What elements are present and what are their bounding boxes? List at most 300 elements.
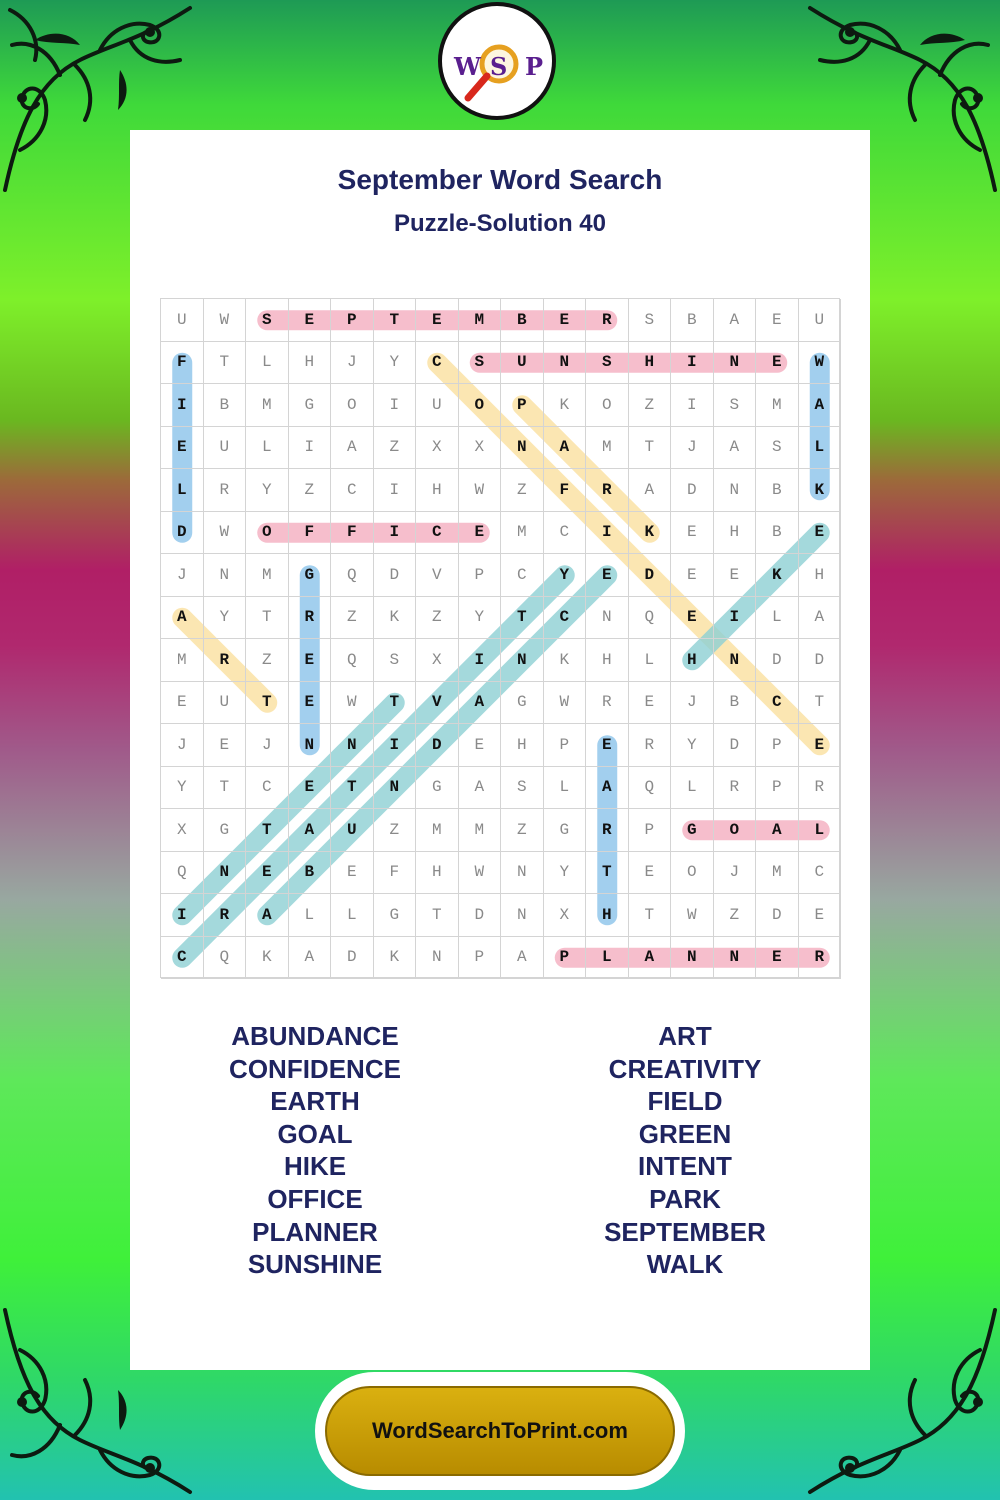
grid-cell: T [246,597,289,640]
grid-row [161,639,841,682]
grid-cell: C [331,469,374,512]
grid-cell: Q [331,554,374,597]
grid-cell: C [501,554,544,597]
grid-cell: E [161,682,204,725]
grid-cell: B [756,469,799,512]
grid-cell: U [204,682,247,725]
grid-cell: I [374,469,417,512]
grid-cell: O [331,384,374,427]
grid-cell: K [374,937,417,980]
grid-cell: C [756,682,799,725]
grid-cell: N [501,894,544,937]
puzzle-card [130,130,870,1370]
grid-row [161,852,841,895]
grid-cell: E [756,299,799,342]
grid-row [161,894,841,937]
grid-cell: C [416,342,459,385]
grid-cell: N [289,724,332,767]
grid-cell: E [671,554,714,597]
grid-cell: R [799,937,842,980]
grid-cell: S [374,639,417,682]
grid-cell: M [161,639,204,682]
word-item: GOAL [277,1118,353,1149]
grid-cell: I [374,384,417,427]
grid-row [161,554,841,597]
grid-cell: W [671,894,714,937]
grid-cell: O [459,384,502,427]
grid-cell: R [586,469,629,512]
grid-cell: I [586,512,629,555]
grid-row [161,767,841,810]
grid-cell: I [161,384,204,427]
grid-cell: R [204,469,247,512]
grid-cell: J [161,554,204,597]
grid-row [161,299,841,342]
grid-cell: A [629,937,672,980]
grid-cell: H [586,639,629,682]
grid-cell: D [714,724,757,767]
grid-cell: N [671,937,714,980]
grid-cell: W [459,469,502,512]
grid-cell: Y [204,597,247,640]
grid-row [161,809,841,852]
grid-cell: A [459,682,502,725]
grid-cell: G [416,767,459,810]
word-item: CONFIDENCE [229,1053,401,1084]
grid-cell: I [374,724,417,767]
site-logo[interactable] [438,2,556,120]
grid-cell: Q [204,937,247,980]
grid-cell: P [459,937,502,980]
grid-cell: B [204,384,247,427]
grid-row [161,469,841,512]
grid-cell: L [246,342,289,385]
grid-cell: H [289,342,332,385]
grid-cell: G [204,809,247,852]
grid-cell: Z [374,427,417,470]
grid-cell: B [671,299,714,342]
grid-cell: N [501,852,544,895]
grid-cell: R [204,639,247,682]
word-list-right [500,1020,870,1281]
grid-cell: N [714,342,757,385]
grid-cell: R [289,597,332,640]
word-item: WALK [646,1249,724,1280]
grid-cell: W [459,852,502,895]
word-item: ART [658,1021,712,1051]
grid-cell: C [416,512,459,555]
grid-cell: K [756,554,799,597]
grid-cell: N [501,639,544,682]
grid-row [161,512,841,555]
grid-cell: X [416,427,459,470]
grid-cell: P [544,724,587,767]
grid-cell: D [756,639,799,682]
grid-cell: Y [544,554,587,597]
grid-cell: Z [416,597,459,640]
grid-cell: X [161,809,204,852]
grid-cell: K [544,384,587,427]
grid-cell: G [544,809,587,852]
grid-cell: N [714,937,757,980]
word-item: PLANNER [252,1216,378,1247]
grid-cell: X [544,894,587,937]
grid-cell: Z [629,384,672,427]
grid-cell: T [586,852,629,895]
grid-cell: Q [161,852,204,895]
grid-cell: N [714,639,757,682]
page-subtitle: Puzzle-Solution 40 [393,210,606,237]
grid-cell: E [204,724,247,767]
word-item: SUNSHINE [247,1249,383,1280]
grid-cell: U [204,427,247,470]
grid-cell: Y [544,852,587,895]
grid-cell: G [501,682,544,725]
grid-cell: O [246,512,289,555]
grid-cell: I [714,597,757,640]
word-search-grid [160,298,840,978]
grid-cell: J [714,852,757,895]
grid-cell: C [161,937,204,980]
grid-cell: S [246,299,289,342]
grid-cell: N [204,852,247,895]
grid-cell: E [544,299,587,342]
grid-cell: U [501,342,544,385]
word-item: SEPTEMBER [604,1216,766,1247]
grid-cell: P [459,554,502,597]
grid-cell: M [459,809,502,852]
grid-cell: E [756,342,799,385]
grid-cell: E [714,554,757,597]
grid-cell: P [331,299,374,342]
grid-cell: H [416,469,459,512]
word-list [130,1020,870,1281]
grid-cell: B [501,299,544,342]
grid-cell: W [204,299,247,342]
grid-cell: S [714,384,757,427]
grid-cell: N [501,427,544,470]
grid-cell: A [714,299,757,342]
grid-cell: D [416,724,459,767]
grid-cell: U [161,299,204,342]
grid-cell: E [331,852,374,895]
logo-letter: W [454,52,481,81]
grid-cell: L [756,597,799,640]
grid-cell: M [459,299,502,342]
grid-cell: A [714,427,757,470]
grid-cell: H [714,512,757,555]
grid-cell: W [204,512,247,555]
grid-cell: Z [331,597,374,640]
grid-cell: P [544,937,587,980]
grid-row [161,427,841,470]
grid-cell: T [501,597,544,640]
grid-cell: L [246,427,289,470]
grid-cell: A [289,937,332,980]
grid-cell: M [501,512,544,555]
grid-cell: G [374,894,417,937]
word-item: EARTH [270,1086,360,1117]
grid-cell: E [459,724,502,767]
grid-cell: T [331,767,374,810]
grid-cell: B [714,682,757,725]
grid-cell: R [629,724,672,767]
grid-cell: O [586,384,629,427]
grid-cell: Y [671,724,714,767]
grid-row [161,342,841,385]
grid-cell: D [671,469,714,512]
grid-cell: A [544,427,587,470]
word-list-left [130,1020,500,1281]
grid-cell: A [629,469,672,512]
grid-cell: H [799,554,842,597]
word-item: PARK [649,1183,721,1214]
grid-cell: Z [374,809,417,852]
grid-cell: J [671,427,714,470]
grid-cell: A [459,767,502,810]
grid-cell: V [416,682,459,725]
logo-letter: P [525,52,544,81]
grid-cell: J [331,342,374,385]
grid-row [161,724,841,767]
grid-cell: L [586,937,629,980]
grid-cell: H [416,852,459,895]
grid-cell: S [629,299,672,342]
grid-cell: N [204,554,247,597]
word-item: ABUNDANCE [231,1021,399,1051]
grid-cell: A [161,597,204,640]
grid-cell: K [544,639,587,682]
grid-cell: I [671,384,714,427]
grid-cell: R [586,299,629,342]
grid-cell: J [671,682,714,725]
grid-cell: S [756,427,799,470]
grid-cell: H [586,894,629,937]
grid-cell: H [671,639,714,682]
grid-cell: L [671,767,714,810]
grid-cell: E [246,852,289,895]
grid-cell: E [161,427,204,470]
grid-cell: M [756,384,799,427]
grid-cell: N [416,937,459,980]
grid-cell: G [289,384,332,427]
grid-cell: N [586,597,629,640]
grid-cell: S [586,342,629,385]
word-item: INTENT [638,1151,732,1182]
grid-cell: T [629,894,672,937]
grid-cell: A [246,894,289,937]
grid-cell: Z [501,809,544,852]
grid-rows [161,299,841,979]
grid-cell: F [161,342,204,385]
grid-cell: U [416,384,459,427]
grid-cell: K [799,469,842,512]
grid-cell: X [416,639,459,682]
grid-cell: I [289,427,332,470]
grid-cell: A [799,384,842,427]
grid-cell: E [629,682,672,725]
grid-cell: I [374,512,417,555]
grid-cell: I [671,342,714,385]
grid-cell: M [246,554,289,597]
grid-cell: H [629,342,672,385]
grid-cell: T [799,682,842,725]
grid-cell: E [586,724,629,767]
grid-cell: J [161,724,204,767]
grid-row [161,682,841,725]
grid-cell: N [331,724,374,767]
grid-cell: D [629,554,672,597]
grid-cell: T [374,682,417,725]
grid-row [161,937,841,980]
grid-cell: E [289,767,332,810]
grid-cell: M [756,852,799,895]
grid-cell: T [204,767,247,810]
word-item: CREATIVITY [608,1053,762,1084]
grid-cell: U [331,809,374,852]
grid-cell: A [799,597,842,640]
grid-cell: R [586,682,629,725]
grid-cell: Z [714,894,757,937]
page-title: September Word Search [337,164,663,195]
grid-cell: T [204,342,247,385]
grid-cell: D [331,937,374,980]
grid-cell: O [671,852,714,895]
grid-cell: G [289,554,332,597]
grid-cell: Q [331,639,374,682]
grid-cell: C [544,597,587,640]
grid-row [161,384,841,427]
logo-letter: S [490,52,508,81]
grid-cell: U [799,299,842,342]
grid-cell: R [586,809,629,852]
grid-cell: I [161,894,204,937]
grid-cell: L [629,639,672,682]
grid-cell: L [799,427,842,470]
grid-cell: E [799,894,842,937]
grid-cell: A [289,809,332,852]
grid-row [161,597,841,640]
grid-cell: G [671,809,714,852]
grid-cell: E [756,937,799,980]
grid-cell: L [161,469,204,512]
grid-cell: T [246,809,289,852]
grid-cell: E [459,512,502,555]
grid-cell: Z [501,469,544,512]
grid-cell: M [416,809,459,852]
grid-cell: K [629,512,672,555]
grid-cell: E [629,852,672,895]
site-link-button[interactable]: WordSearchToPrint.com [325,1386,675,1476]
grid-cell: E [416,299,459,342]
grid-cell: Z [289,469,332,512]
grid-cell: C [246,767,289,810]
grid-cell: S [501,767,544,810]
word-item: FIELD [647,1086,723,1117]
grid-cell: B [289,852,332,895]
grid-cell: T [416,894,459,937]
grid-cell: W [799,342,842,385]
grid-cell: H [501,724,544,767]
grid-cell: W [331,682,374,725]
grid-cell: Y [246,469,289,512]
grid-cell: K [374,597,417,640]
grid-cell: Z [246,639,289,682]
word-item: GREEN [638,1118,732,1149]
grid-cell: D [756,894,799,937]
grid-cell: Q [629,767,672,810]
grid-cell: E [586,554,629,597]
grid-cell: C [799,852,842,895]
grid-cell: R [714,767,757,810]
grid-cell: K [246,937,289,980]
grid-cell: P [756,767,799,810]
grid-cell: T [374,299,417,342]
grid-cell: P [756,724,799,767]
grid-cell: F [289,512,332,555]
grid-cell: M [586,427,629,470]
word-item: HIKE [283,1151,347,1182]
grid-cell: L [331,894,374,937]
grid-cell: Y [374,342,417,385]
grid-cell: Q [629,597,672,640]
word-item: OFFICE [267,1183,363,1214]
grid-cell: D [459,894,502,937]
grid-cell: C [544,512,587,555]
grid-cell: P [629,809,672,852]
grid-cell: A [501,937,544,980]
grid-cell: B [756,512,799,555]
grid-cell: T [629,427,672,470]
grid-cell: A [586,767,629,810]
grid-cell: R [799,767,842,810]
grid-cell: R [204,894,247,937]
grid-cell: F [374,852,417,895]
grid-cell: E [671,512,714,555]
grid-cell: I [459,639,502,682]
grid-cell: T [246,682,289,725]
grid-cell: D [799,639,842,682]
grid-cell: F [544,469,587,512]
grid-cell: A [756,809,799,852]
grid-cell: V [416,554,459,597]
grid-cell: D [161,512,204,555]
grid-cell: L [544,767,587,810]
grid-cell: F [331,512,374,555]
grid-cell: X [459,427,502,470]
grid-cell: W [544,682,587,725]
grid-cell: M [246,384,289,427]
grid-cell: E [799,724,842,767]
grid-cell: E [289,682,332,725]
grid-cell: A [331,427,374,470]
grid-cell: L [799,809,842,852]
grid-cell: J [246,724,289,767]
grid-cell: E [289,639,332,682]
grid-cell: E [671,597,714,640]
grid-cell: E [289,299,332,342]
grid-cell: S [459,342,502,385]
grid-cell: D [374,554,417,597]
grid-cell: N [714,469,757,512]
grid-cell: Y [459,597,502,640]
grid-cell: N [544,342,587,385]
grid-cell: Y [161,767,204,810]
grid-cell: L [289,894,332,937]
grid-cell: E [799,512,842,555]
grid-cell: O [714,809,757,852]
grid-cell: N [374,767,417,810]
